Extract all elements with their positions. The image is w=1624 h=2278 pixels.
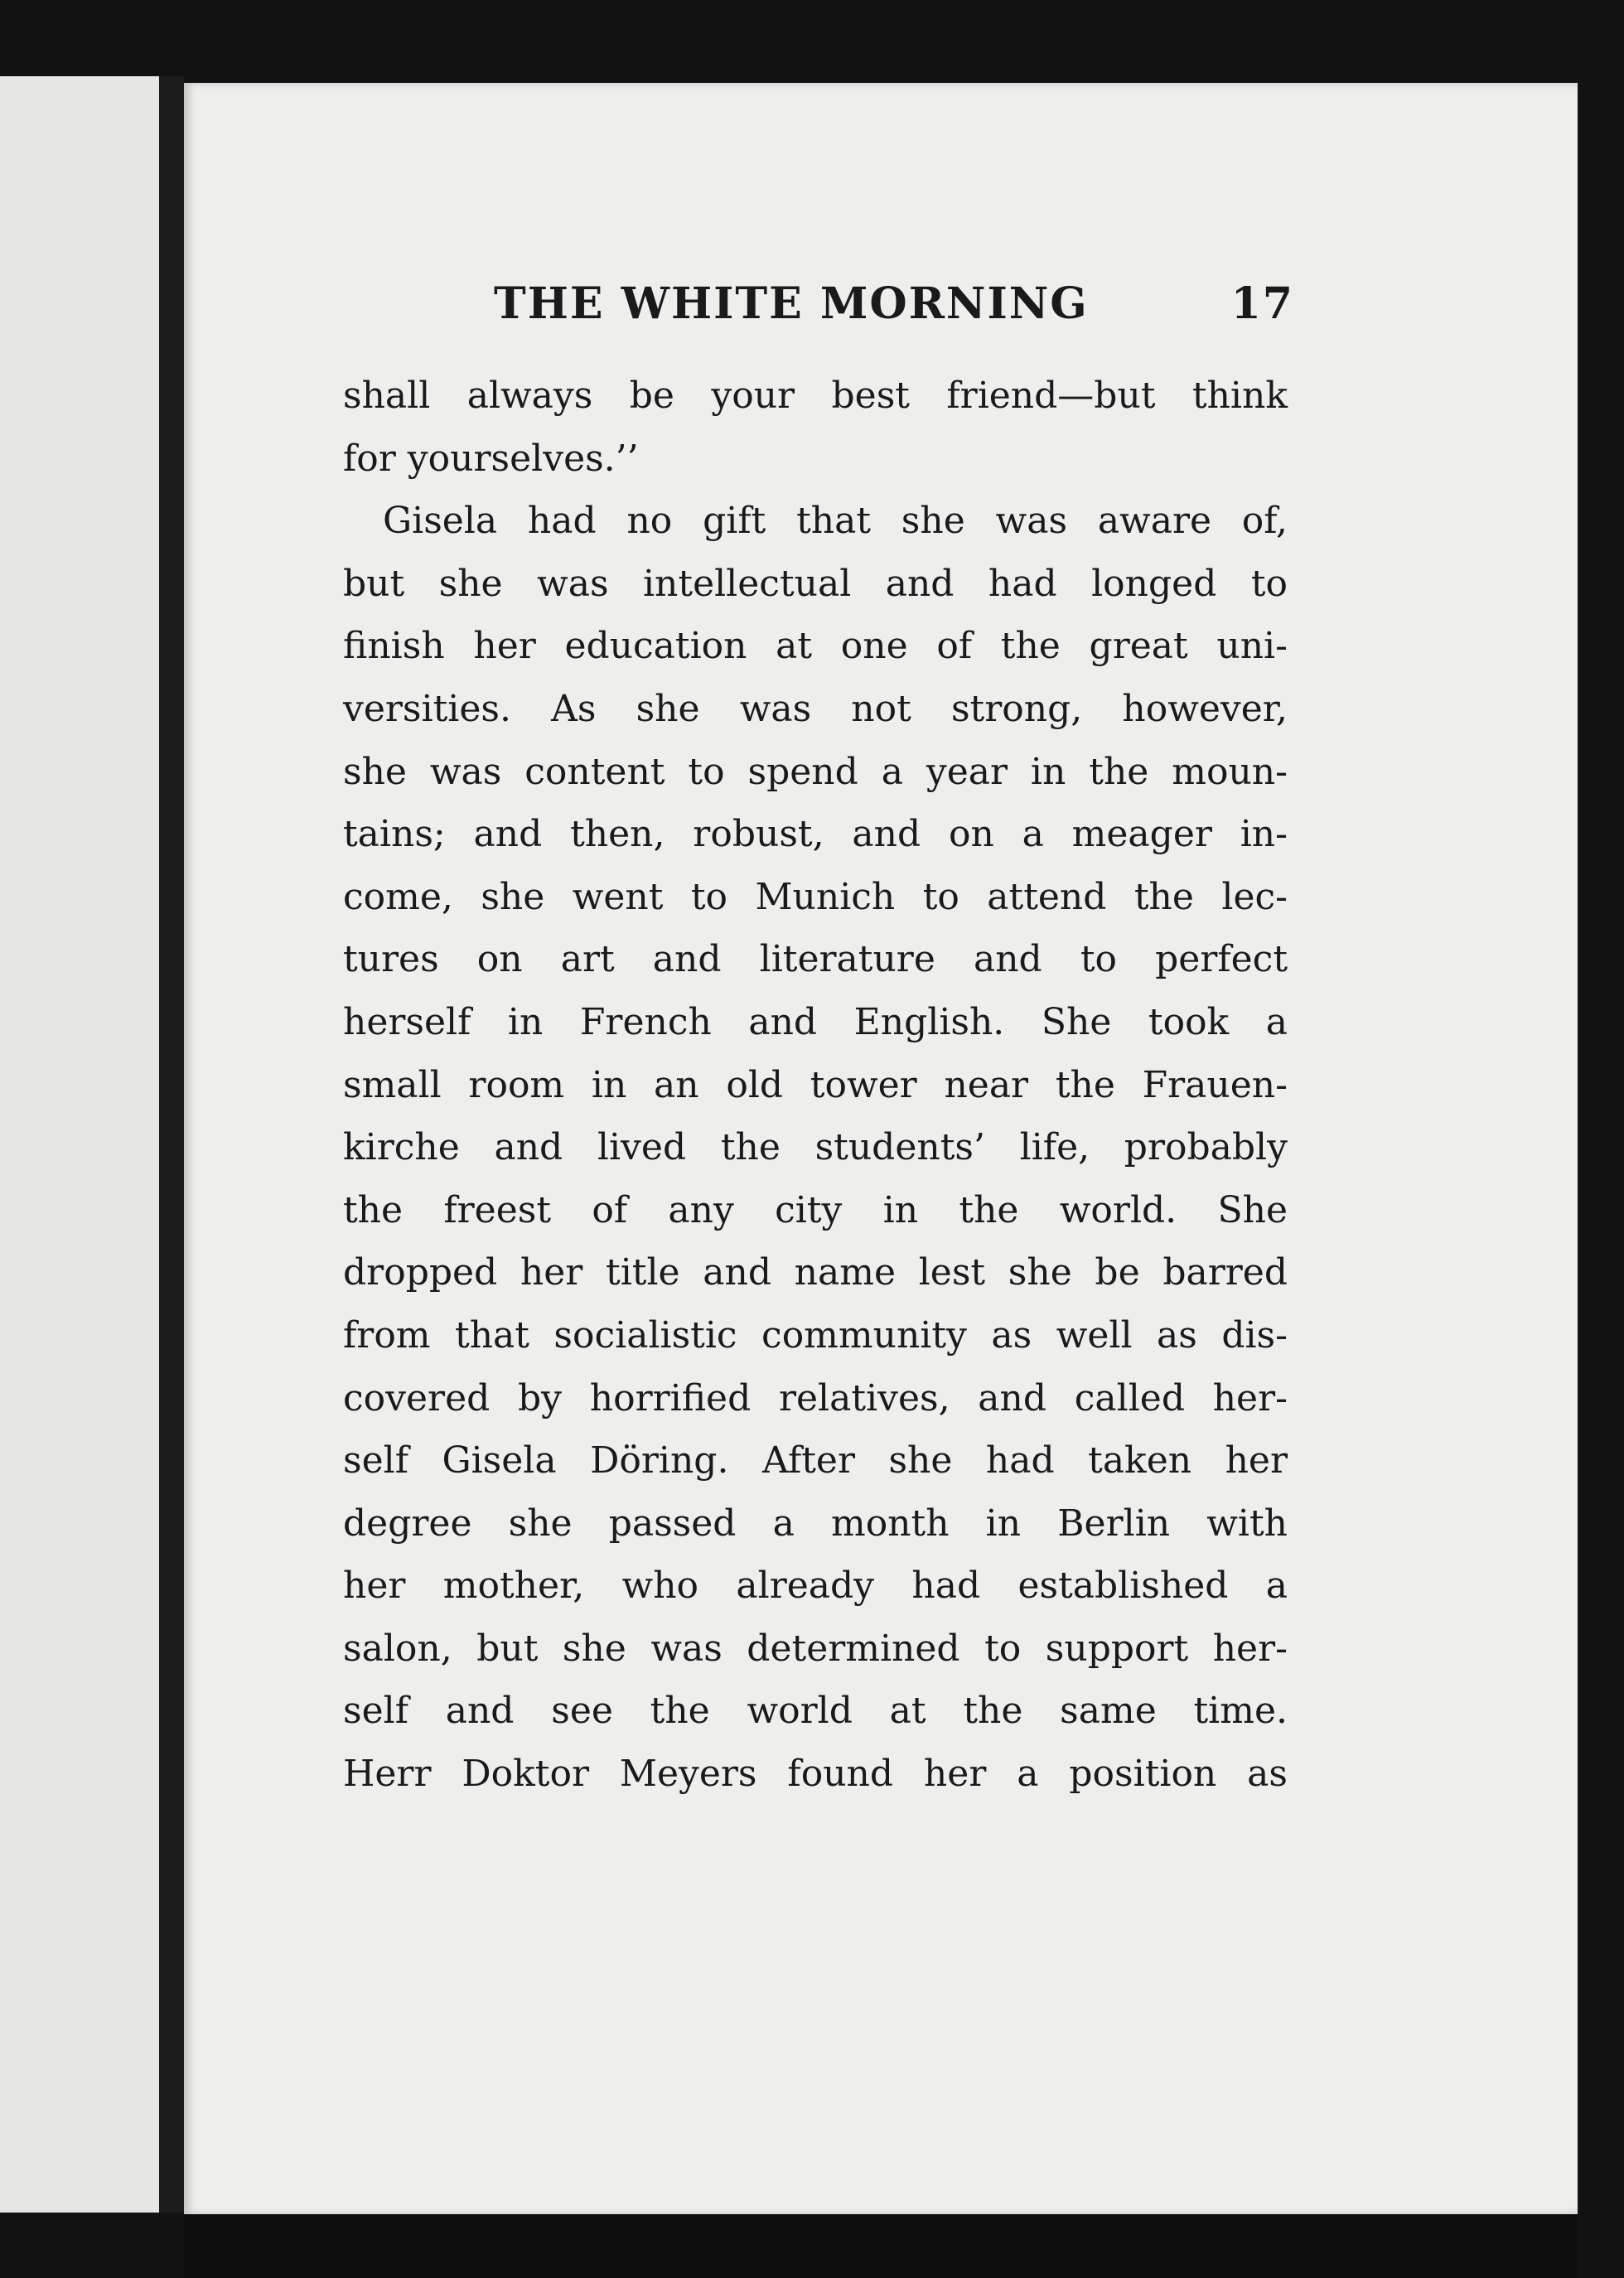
text-line: small room in an old tower near the Frauen- bbox=[343, 1063, 1288, 1106]
text-line: herself in French and English. She took a bbox=[343, 1000, 1288, 1043]
page-header bbox=[494, 272, 1294, 338]
text-line: salon, but she was determined to support her- bbox=[343, 1627, 1288, 1670]
text-line: Herr Doktor Meyers found her a position as bbox=[343, 1753, 1288, 1796]
text-line: tains; and then, robust, and on a meager in- bbox=[343, 813, 1288, 856]
text-line: Gisela had no gift that she was aware of, bbox=[383, 500, 1288, 543]
text-line: dropped her title and name lest she be barred bbox=[343, 1251, 1288, 1294]
text-line: finish her education at one of the great uni- bbox=[343, 625, 1288, 668]
text-line: the freest of any city in the world. She bbox=[343, 1188, 1288, 1231]
scan-border bbox=[184, 2214, 1578, 2278]
text-line: self and see the world at the same time. bbox=[343, 1690, 1288, 1733]
text-line: covered by horrified relatives, and called her- bbox=[343, 1376, 1288, 1420]
book-spine-shadow bbox=[159, 76, 184, 2213]
text-line: shall always be your best friend—but think bbox=[343, 375, 1288, 417]
text-line: her mother, who already had established a bbox=[343, 1565, 1288, 1608]
text-line: degree she passed a month in Berlin with bbox=[343, 1502, 1288, 1545]
page-number: 17 bbox=[1230, 278, 1294, 329]
text-line: come, she went to Munich to attend the lec- bbox=[343, 875, 1288, 918]
facing-page-edge bbox=[0, 76, 159, 2213]
running-head: THE WHITE MORNING bbox=[494, 278, 1089, 329]
text-line: self Gisela Döring. After she had taken her bbox=[343, 1439, 1288, 1482]
text-line: tures on art and literature and to perfect bbox=[343, 938, 1288, 981]
text-line: but she was intellectual and had longed to bbox=[343, 562, 1288, 605]
text-line: versities. As she was not strong, however, bbox=[343, 687, 1288, 730]
text-line: for yourselves.’’ bbox=[343, 437, 639, 480]
text-line: from that socialistic community as well as dis- bbox=[343, 1313, 1288, 1357]
text-line: she was content to spend a year in the moun- bbox=[343, 750, 1288, 793]
text-line: kirche and lived the students’ life, probably bbox=[343, 1126, 1288, 1169]
body-text bbox=[343, 365, 1288, 1806]
